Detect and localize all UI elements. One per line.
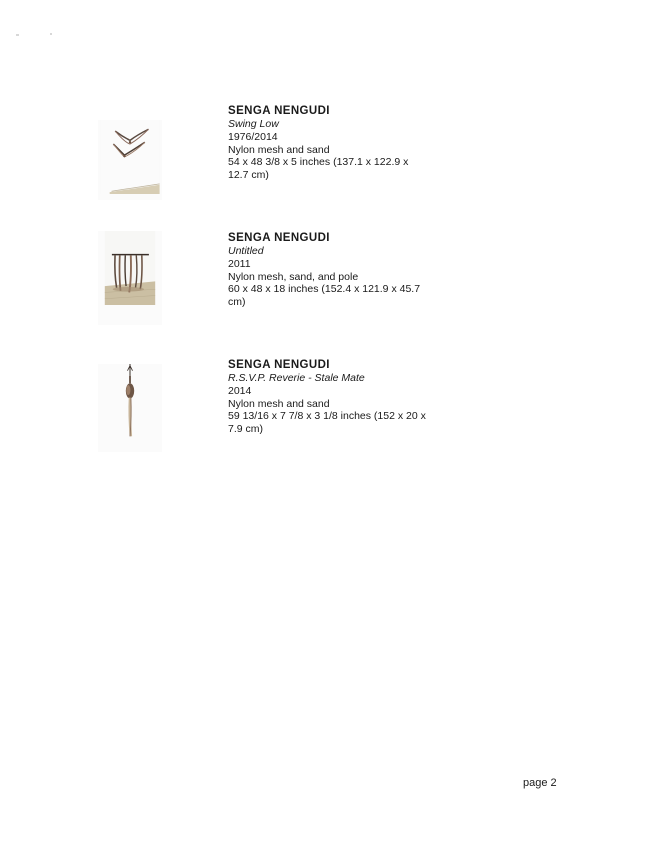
artwork-title: Swing Low bbox=[228, 118, 279, 130]
artist-name: SENGA NENGUDI bbox=[228, 105, 330, 117]
artist-name: SENGA NENGUDI bbox=[228, 232, 330, 244]
swing-low-image bbox=[98, 120, 162, 194]
artwork-date: 1976/2014 bbox=[228, 130, 278, 143]
artist-name: SENGA NENGUDI bbox=[228, 359, 330, 371]
artwork-thumbnail[interactable] bbox=[98, 364, 162, 452]
artwork-medium: Nylon mesh and sand bbox=[228, 397, 330, 410]
artwork-dimensions: 54 x 48 3/8 x 5 inches (137.1 x 122.9 x 12.7 cm) bbox=[228, 156, 409, 182]
artwork-medium: Nylon mesh and sand bbox=[228, 143, 330, 156]
untitled-image bbox=[98, 231, 162, 305]
scan-speck bbox=[16, 34, 19, 36]
artwork-title: R.S.V.P. Reverie - Stale Mate bbox=[228, 372, 365, 384]
artwork-title: Untitled bbox=[228, 245, 264, 257]
artwork-thumbnail[interactable] bbox=[98, 231, 162, 325]
artwork-dimensions: 59 13/16 x 7 7/8 x 3 1/8 inches (152 x 20 x 7.9 cm) bbox=[228, 410, 426, 436]
artwork-dimensions: 60 x 48 x 18 inches (152.4 x 121.9 x 45.7 cm) bbox=[228, 283, 421, 309]
rsvp-reverie-image bbox=[98, 364, 162, 438]
artwork-details bbox=[228, 104, 428, 182]
artwork-date: 2014 bbox=[228, 384, 252, 397]
page-number: page 2 bbox=[523, 777, 557, 789]
artwork-details bbox=[228, 358, 428, 436]
artwork-details bbox=[228, 231, 428, 309]
scan-speck bbox=[50, 33, 52, 35]
artwork-medium: Nylon mesh, sand, and pole bbox=[228, 270, 359, 283]
artwork-date: 2011 bbox=[228, 257, 251, 270]
artwork-thumbnail[interactable] bbox=[98, 120, 162, 200]
